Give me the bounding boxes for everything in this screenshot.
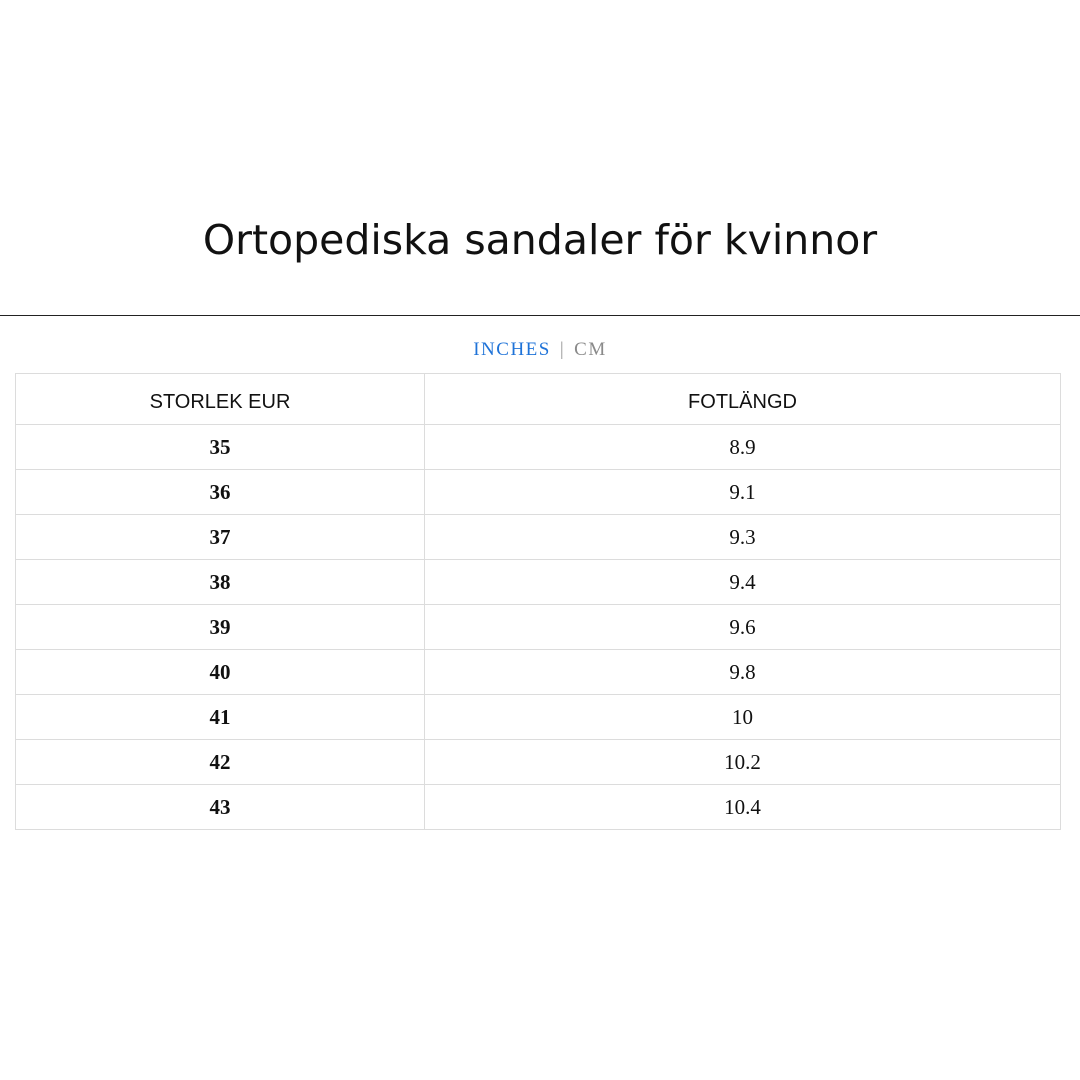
size-cell: 37 [16,515,425,560]
unit-option-inches[interactable]: INCHES [473,339,551,360]
page-title: Ortopediska sandaler för kvinnor [202,216,878,264]
size-cell: 36 [16,470,425,515]
foot-length-cell: 9.4 [425,560,1061,605]
table-row [16,650,1061,695]
table-header-row [16,374,1061,425]
foot-length-cell: 10.4 [425,785,1061,830]
table-row [16,740,1061,785]
foot-length-cell: 9.3 [425,515,1061,560]
column-header-size: STORLEK EUR [16,374,425,425]
foot-length-cell: 9.6 [425,605,1061,650]
foot-length-cell: 10 [425,695,1061,740]
title-divider [0,315,1080,316]
foot-length-cell: 9.1 [425,470,1061,515]
size-cell: 40 [16,650,425,695]
foot-length-cell: 8.9 [425,425,1061,470]
size-cell: 42 [16,740,425,785]
size-cell: 41 [16,695,425,740]
foot-length-cell: 9.8 [425,650,1061,695]
unit-toggle [0,338,1080,362]
size-cell: 38 [16,560,425,605]
table-row [16,515,1061,560]
column-header-foot-length: FOTLÄNGD [425,374,1061,425]
foot-length-cell: 10.2 [425,740,1061,785]
table-row [16,425,1061,470]
size-cell: 39 [16,605,425,650]
unit-option-cm[interactable]: CM [574,339,607,360]
table-row [16,785,1061,830]
size-cell: 43 [16,785,425,830]
unit-separator: | [559,339,566,360]
table-row [16,470,1061,515]
table-row [16,605,1061,650]
table-row [16,560,1061,605]
size-cell: 35 [16,425,425,470]
size-table [15,373,1061,830]
table-row [16,695,1061,740]
